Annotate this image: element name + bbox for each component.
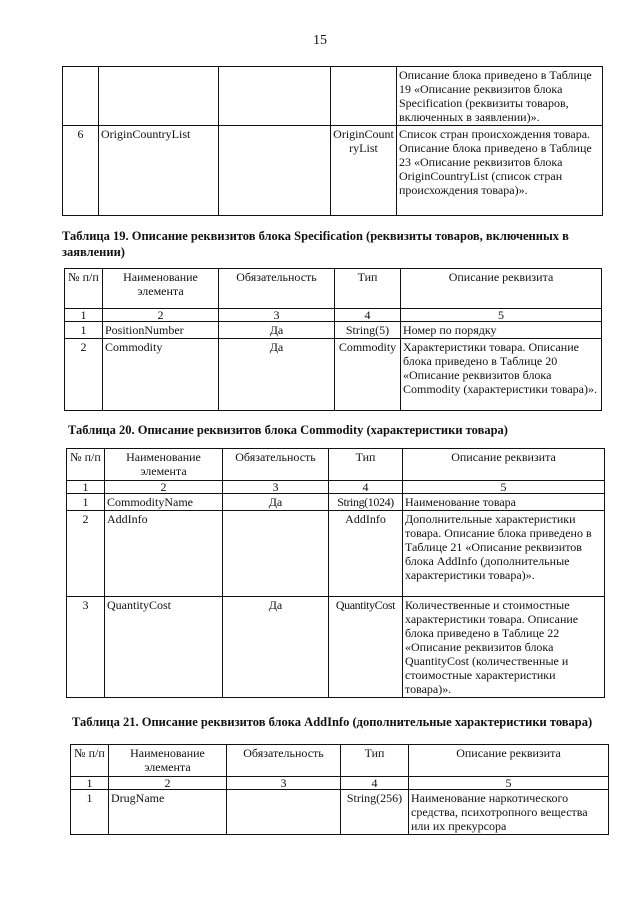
element-description: Список стран происхождения товара. Описание блока приведено в Таблице 23 «Описание реквизитов блока OriginCountryList (список стран происхождения товара)». — [397, 126, 603, 216]
element-name: Commodity — [103, 339, 219, 411]
column-number: 1 — [65, 309, 103, 322]
table-row — [63, 67, 603, 126]
row-number: 1 — [71, 790, 109, 835]
element-type: Commodity — [335, 339, 401, 411]
row-number: 3 — [67, 597, 105, 698]
header-type: Тип — [335, 269, 401, 309]
column-number: 2 — [103, 309, 219, 322]
header-description: Описание реквизита — [409, 745, 609, 777]
element-requirement: Да — [219, 322, 335, 339]
row-number: 1 — [67, 494, 105, 511]
table-20 — [66, 448, 605, 698]
table-row — [67, 511, 605, 597]
header-name: Наименование элемента — [109, 745, 227, 777]
table-header-row — [67, 449, 605, 481]
element-type: String(5) — [335, 322, 401, 339]
row-number: 6 — [63, 126, 99, 216]
table-header-row — [65, 269, 602, 309]
column-number: 5 — [401, 309, 602, 322]
row-number — [63, 67, 99, 126]
row-number: 2 — [67, 511, 105, 597]
column-number: 4 — [329, 481, 403, 494]
table-21 — [70, 744, 609, 835]
element-name: PositionNumber — [103, 322, 219, 339]
column-number: 1 — [71, 777, 109, 790]
element-description: Наименование товара — [403, 494, 605, 511]
continuation-table — [62, 66, 603, 216]
column-number: 4 — [341, 777, 409, 790]
header-description: Описание реквизита — [401, 269, 602, 309]
column-number: 5 — [409, 777, 609, 790]
element-requirement: Да — [219, 339, 335, 411]
element-requirement — [219, 67, 331, 126]
table-header-row — [71, 745, 609, 777]
element-name: OriginCountryList — [99, 126, 219, 216]
table-21-title: Таблица 21. Описание реквизитов блока AddInfo (дополнительные характеристики товара) — [72, 715, 593, 729]
header-number: № п/п — [65, 269, 103, 309]
element-requirement: Да — [223, 597, 329, 698]
element-type: String(1024) — [329, 494, 403, 511]
table-19-title: Таблица 19. Описание реквизитов блока Specification (реквизиты товаров, включенных в заявлении) — [62, 229, 569, 259]
table-19 — [64, 268, 602, 411]
page-number: 15 — [313, 33, 327, 48]
element-type: OriginCountryList — [331, 126, 397, 216]
table-row — [67, 494, 605, 511]
element-requirement — [223, 511, 329, 597]
element-type: String(256) — [341, 790, 409, 835]
element-description: Номер по порядку — [401, 322, 602, 339]
table-row — [65, 322, 602, 339]
header-description: Описание реквизита — [403, 449, 605, 481]
column-number: 5 — [403, 481, 605, 494]
column-number: 3 — [223, 481, 329, 494]
column-number: 2 — [109, 777, 227, 790]
header-requirement: Обязательность — [223, 449, 329, 481]
column-number: 3 — [219, 309, 335, 322]
header-name: Наименование элемента — [105, 449, 223, 481]
row-number: 1 — [65, 322, 103, 339]
table-row — [65, 339, 602, 411]
element-name — [99, 67, 219, 126]
header-type: Тип — [341, 745, 409, 777]
element-description: Количественные и стоимостные характеристики товара. Описание блока приведено в Таблице 22 «Описание реквизитов блока QuantityCost (количественные и стоимостные характеристики товара)». — [403, 597, 605, 698]
element-name: QuantityCost — [105, 597, 223, 698]
element-type: QuantityCost — [329, 597, 403, 698]
column-numbers-row — [67, 481, 605, 494]
element-name: DrugName — [109, 790, 227, 835]
column-number: 1 — [67, 481, 105, 494]
header-requirement: Обязательность — [219, 269, 335, 309]
element-requirement — [219, 126, 331, 216]
column-numbers-row — [65, 309, 602, 322]
header-number: № п/п — [67, 449, 105, 481]
element-description: Характеристики товара. Описание блока приведено в Таблице 20 «Описание реквизитов блока Commodity (характеристики товара)». — [401, 339, 602, 411]
element-name: AddInfo — [105, 511, 223, 597]
table-row — [67, 597, 605, 698]
header-type: Тип — [329, 449, 403, 481]
table-row — [63, 126, 603, 216]
table-row — [71, 790, 609, 835]
column-numbers-row — [71, 777, 609, 790]
header-number: № п/п — [71, 745, 109, 777]
element-description: Наименование наркотического средства, психотропного вещества или их прекурсора — [409, 790, 609, 835]
element-description: Дополнительные характеристики товара. Описание блока приведено в Таблице 21 «Описание реквизитов блока AddInfo (дополнительные характеристики товара)». — [403, 511, 605, 597]
element-requirement: Да — [223, 494, 329, 511]
column-number: 4 — [335, 309, 401, 322]
row-number: 2 — [65, 339, 103, 411]
header-name: Наименование элемента — [103, 269, 219, 309]
table-20-title: Таблица 20. Описание реквизитов блока Commodity (характеристики товара) — [68, 423, 508, 437]
column-number: 3 — [227, 777, 341, 790]
element-requirement — [227, 790, 341, 835]
element-type: AddInfo — [329, 511, 403, 597]
element-name: CommodityName — [105, 494, 223, 511]
element-description: Описание блока приведено в Таблице 19 «Описание реквизитов блока Specification (реквизиты товаров, включенных в заявлении)». — [397, 67, 603, 126]
column-number: 2 — [105, 481, 223, 494]
header-requirement: Обязательность — [227, 745, 341, 777]
element-type — [331, 67, 397, 126]
